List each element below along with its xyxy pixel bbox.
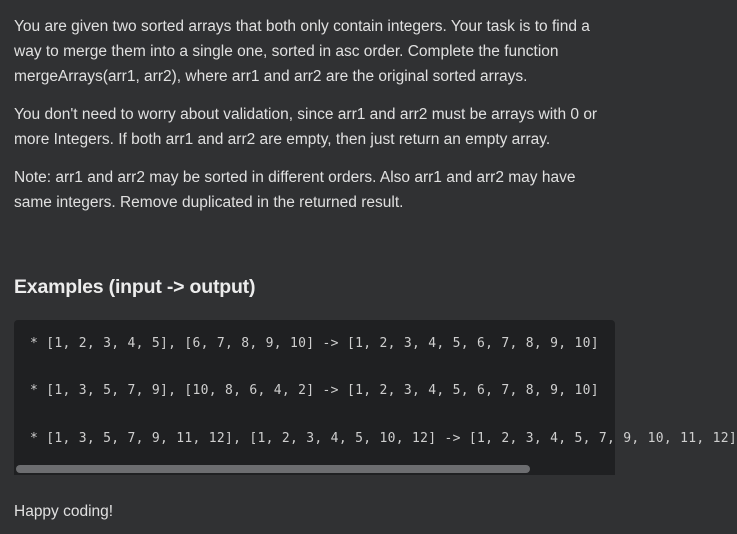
scrollbar-thumb[interactable] — [16, 465, 530, 473]
example-line-3: * [1, 3, 5, 7, 9, 11, 12], [1, 2, 3, 4, 5, 10, 12] -> [1, 2, 3, 4, 5, 7, 9, 10, 11, 12] — [30, 431, 737, 446]
description-paragraph-2: You don't need to worry about validation, since arr1 and arr2 must be arrays with 0 or more Integers. If both arr1 and arr2 are empty, then just return an empty array. — [14, 106, 598, 148]
examples-heading: Examples (input -> output) — [14, 276, 256, 298]
description-paragraph-3: Note: arr1 and arr2 may be sorted in different orders. Also arr1 and arr2 may have same integers. Remove duplicated in the returned result. — [14, 169, 576, 211]
kata-description — [14, 14, 614, 215]
examples-code-block[interactable] — [14, 320, 737, 475]
example-line-1: * [1, 2, 3, 4, 5], [6, 7, 8, 9, 10] -> [1, 2, 3, 4, 5, 6, 7, 8, 9, 10] — [30, 336, 599, 351]
closing-text: Happy coding! — [14, 503, 114, 520]
example-line-2: * [1, 3, 5, 7, 9], [10, 8, 6, 4, 2] -> [1, 2, 3, 4, 5, 6, 7, 8, 9, 10] — [30, 383, 599, 398]
description-paragraph-1: You are given two sorted arrays that both only contain integers. Your task is to find a way to merge them into a single one, sorted in asc order. Complete the function mergeArrays(arr1, arr2), where arr1 and arr2 are the original sorted arrays. — [14, 18, 590, 85]
horizontal-scrollbar[interactable] — [14, 464, 615, 475]
